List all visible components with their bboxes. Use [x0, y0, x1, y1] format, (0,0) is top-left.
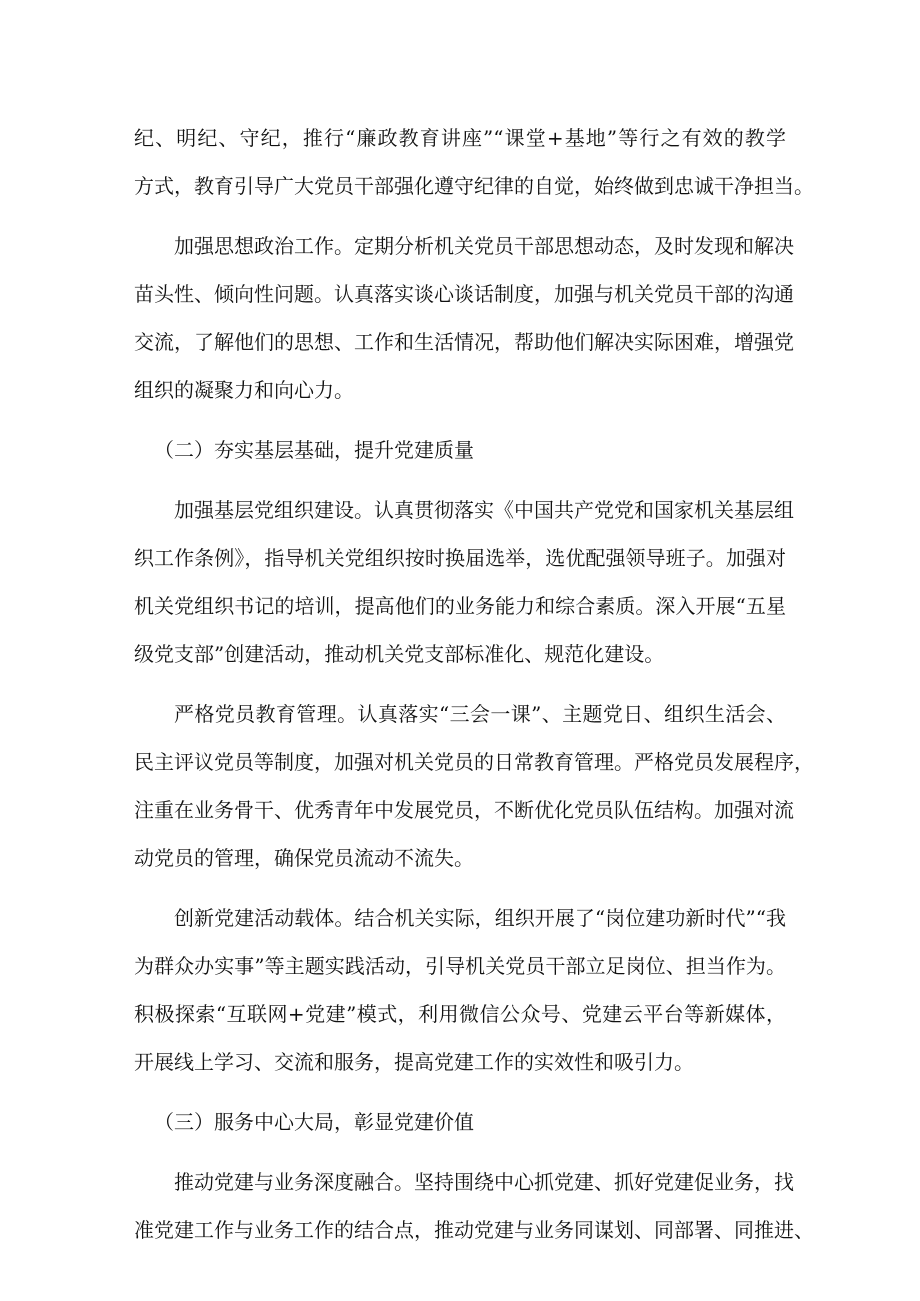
text-line: 严格党员教育管理。认真落实“三会一课”、主题党日、组织生活会、 — [174, 702, 786, 726]
paragraph-3 — [134, 486, 794, 678]
text-line: 准党建工作与业务工作的结合点，推动党建与业务同谋划、同部署、同推进、 — [134, 1218, 814, 1242]
text-line: 交流，了解他们的思想、工作和生活情况，帮助他们解决实际困难，增强党 — [134, 330, 794, 354]
text-line: 动党员的管理，确保党员流动不流失。 — [134, 846, 474, 870]
paragraph-5 — [134, 894, 786, 1086]
text-line: 积极探索“互联网+党建”模式，利用微信公众号、党建云平台等新媒体， — [134, 1002, 786, 1026]
text-line: 机关党组织书记的培训，提高他们的业务能力和综合素质。深入开展“五星 — [134, 594, 786, 618]
paragraph-4 — [134, 690, 814, 882]
text-line: 为群众办实事”等主题实践活动，引导机关党员干部立足岗位、担当作为。 — [134, 954, 786, 978]
text-line: 开展线上学习、交流和服务，提高党建工作的实效性和吸引力。 — [134, 1050, 694, 1074]
section-heading-2: （二）夯实基层基础，提升党建质量 — [154, 438, 474, 462]
text-line: 加强基层党组织建设。认真贯彻落实《中国共产党党和国家机关基层组 — [174, 498, 794, 522]
text-line: 加强思想政治工作。定期分析机关党员干部思想动态，及时发现和解决 — [174, 234, 794, 258]
text-line: 组织的凝聚力和向心力。 — [134, 378, 354, 402]
text-line: 纪、明纪、守纪，推行“廉政教育讲座”“课堂+基地”等行之有效的教学 — [134, 126, 786, 150]
text-line: 苗头性、倾向性问题。认真落实谈心谈话制度，加强与机关党员干部的沟通 — [134, 282, 794, 306]
paragraph-2 — [134, 222, 794, 414]
text-line: 织工作条例》，指导机关党组织按时换届选举，选优配强领导班子。加强对 — [134, 546, 786, 570]
document-body — [134, 114, 814, 1254]
text-line: 方式，教育引导广大党员干部强化遵守纪律的自觉，始终做到忠诚干净担当。 — [134, 174, 814, 198]
text-line: 级党支部”创建活动，推动机关党支部标准化、规范化建设。 — [134, 642, 665, 666]
text-line: 注重在业务骨干、优秀青年中发展党员，不断优化党员队伍结构。加强对流 — [134, 798, 794, 822]
paragraph-1 — [134, 114, 814, 210]
text-line: 创新党建活动载体。结合机关实际，组织开展了“岗位建功新时代”“我 — [174, 906, 786, 930]
section-heading-3: （三）服务中心大局，彰显党建价值 — [154, 1110, 474, 1134]
paragraph-6 — [134, 1158, 814, 1254]
text-line: 推动党建与业务深度融合。坚持围绕中心抓党建、抓好党建促业务，找 — [174, 1170, 794, 1194]
text-line: 民主评议党员等制度，加强对机关党员的日常教育管理。严格党员发展程序， — [134, 750, 814, 774]
